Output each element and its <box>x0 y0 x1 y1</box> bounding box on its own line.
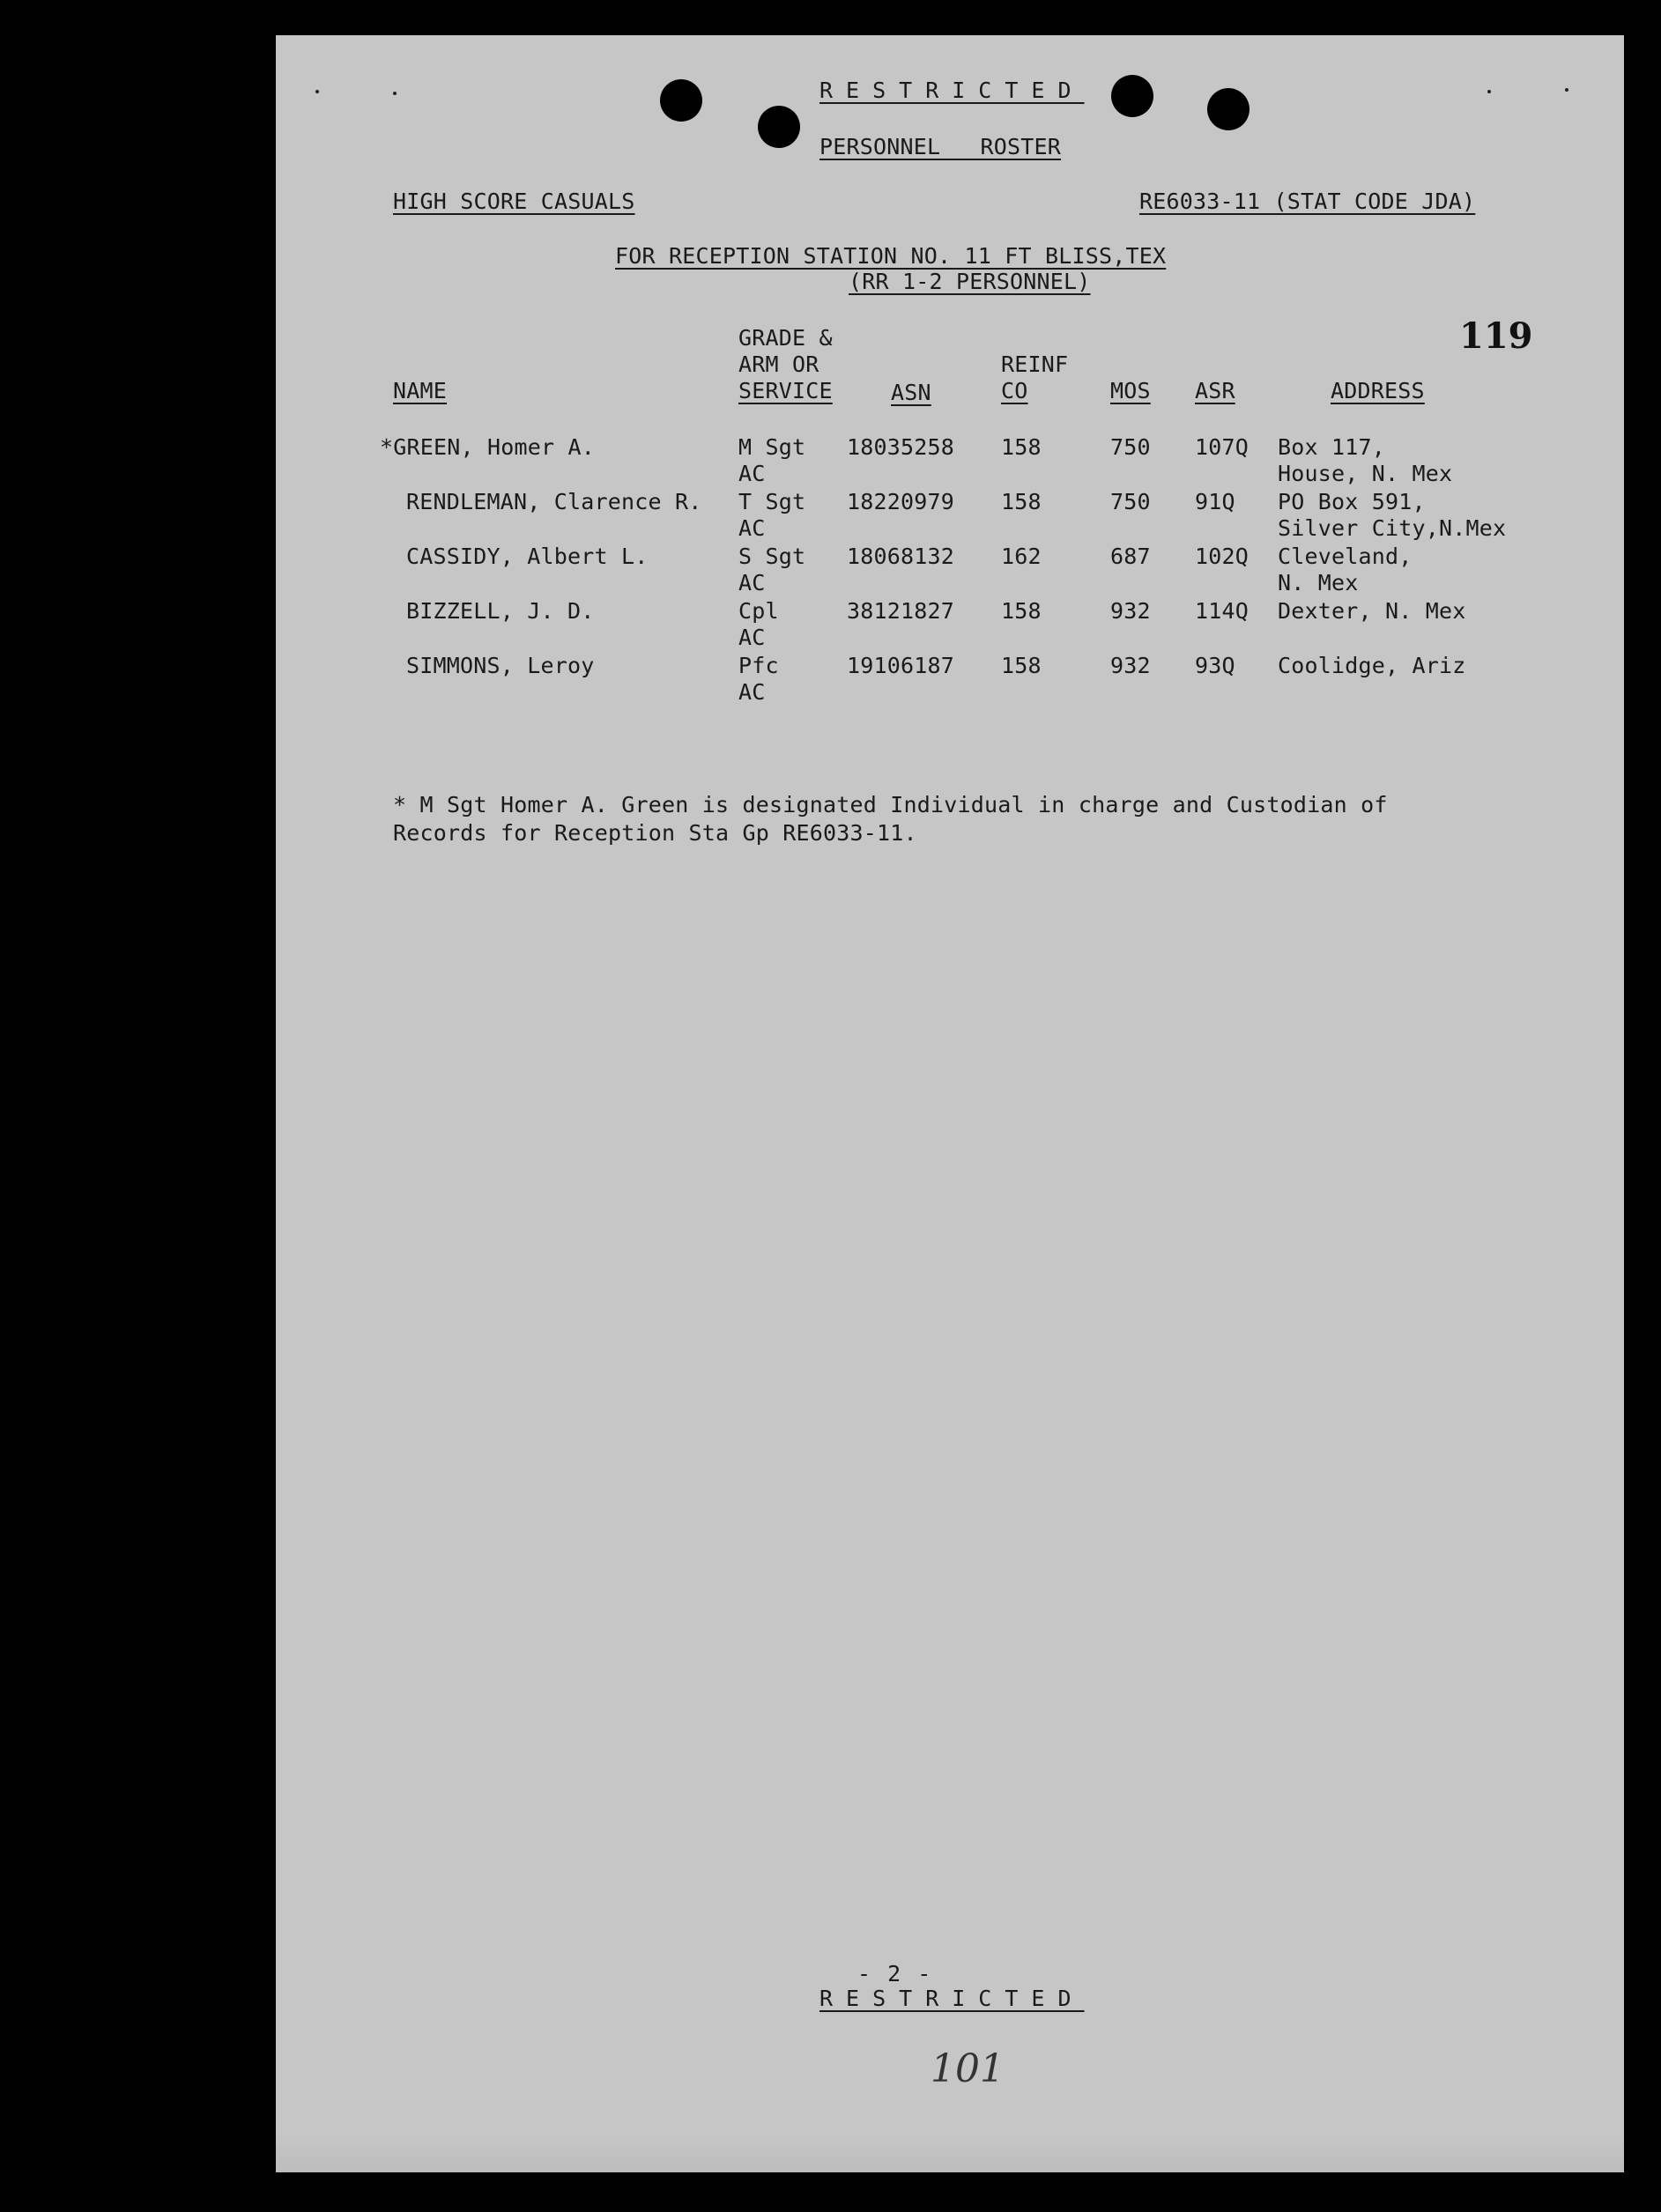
page-marker: - 2 - <box>857 1961 933 1986</box>
cell-address-1: Cleveland, <box>1278 544 1413 569</box>
cell-mos: 687 <box>1110 544 1151 569</box>
cell-arm: AC <box>738 515 766 541</box>
punch-hole <box>1111 75 1153 117</box>
page-number: 119 <box>1459 315 1533 357</box>
cell-address-2: Silver City,N.Mex <box>1278 515 1507 541</box>
cell-mos: 932 <box>1110 598 1151 624</box>
cell-reinf: 158 <box>1001 598 1042 624</box>
cell-name: BIZZELL, J. D. <box>406 598 595 624</box>
cell-asr: 91Q <box>1195 489 1235 514</box>
header-grade-1: GRADE & <box>738 325 833 351</box>
roster-title: HIGH SCORE CASUALS <box>393 189 635 214</box>
header-mos: MOS <box>1110 378 1151 403</box>
cell-reinf: 158 <box>1001 434 1042 460</box>
cell-arm: AC <box>738 625 766 650</box>
cell-asr: 93Q <box>1195 653 1235 678</box>
cell-name: SIMMONS, Leroy <box>406 653 595 678</box>
cell-asr: 102Q <box>1195 544 1249 569</box>
cell-arm: AC <box>738 461 766 486</box>
punch-hole <box>1207 88 1249 130</box>
punch-hole <box>660 79 702 122</box>
cell-asn: 18220979 <box>847 489 955 514</box>
cell-grade: S Sgt <box>738 544 806 569</box>
cell-mos: 932 <box>1110 653 1151 678</box>
cell-grade: M Sgt <box>738 434 806 460</box>
cell-asn: 19106187 <box>847 653 955 678</box>
cell-reinf: 158 <box>1001 489 1042 514</box>
roster-code: RE6033-11 (STAT CODE JDA) <box>1139 189 1476 214</box>
cell-asr: 107Q <box>1195 434 1249 460</box>
cell-reinf: 162 <box>1001 544 1042 569</box>
header-reinf-2: CO <box>1001 378 1028 403</box>
classification-footer: RESTRICTED <box>819 1986 1085 2011</box>
cell-asr: 114Q <box>1195 598 1249 624</box>
station-line: FOR RECEPTION STATION NO. 11 FT BLISS,TEX <box>615 243 1167 269</box>
cell-grade: Cpl <box>738 598 779 624</box>
cell-arm: AC <box>738 570 766 596</box>
cell-mos: 750 <box>1110 489 1151 514</box>
header-grade-2: ARM OR <box>738 351 819 377</box>
cell-name: CASSIDY, Albert L. <box>406 544 649 569</box>
handwritten-number: 101 <box>931 2046 1005 2091</box>
header-asr: ASR <box>1195 378 1235 403</box>
cell-address-1: PO Box 591, <box>1278 489 1426 514</box>
cell-mos: 750 <box>1110 434 1151 460</box>
cell-reinf: 158 <box>1001 653 1042 678</box>
cell-grade: Pfc <box>738 653 779 678</box>
header-address: ADDRESS <box>1331 378 1425 403</box>
cell-address-2: House, N. Mex <box>1278 461 1453 486</box>
document-page <box>276 35 1624 2172</box>
cell-asn: 18068132 <box>847 544 955 569</box>
footnote-line-2: Records for Reception Sta Gp RE6033-11. <box>393 820 917 846</box>
header-name: NAME <box>393 378 448 403</box>
classification-header: RESTRICTED <box>819 78 1085 103</box>
cell-address-2: N. Mex <box>1278 570 1359 596</box>
cell-address-1: Coolidge, Ariz <box>1278 653 1466 678</box>
cell-asn: 18035258 <box>847 434 955 460</box>
punch-hole <box>758 106 800 148</box>
header-reinf-1: REINF <box>1001 351 1069 377</box>
cell-asn: 38121827 <box>847 598 955 624</box>
document-subtitle: PERSONNEL ROSTER <box>819 134 1062 159</box>
cell-name: *GREEN, Homer A. <box>380 434 596 460</box>
cell-name: RENDLEMAN, Clarence R. <box>406 489 702 514</box>
cell-arm: AC <box>738 679 766 705</box>
category-line: (RR 1-2 PERSONNEL) <box>849 269 1091 294</box>
footnote-line-1: * M Sgt Homer A. Green is designated Individual in charge and Custodian of <box>393 792 1388 817</box>
cell-address-1: Dexter, N. Mex <box>1278 598 1466 624</box>
header-asn: ASN <box>891 380 931 405</box>
cell-address-1: Box 117, <box>1278 434 1386 460</box>
header-grade-3: SERVICE <box>738 378 833 403</box>
cell-grade: T Sgt <box>738 489 806 514</box>
